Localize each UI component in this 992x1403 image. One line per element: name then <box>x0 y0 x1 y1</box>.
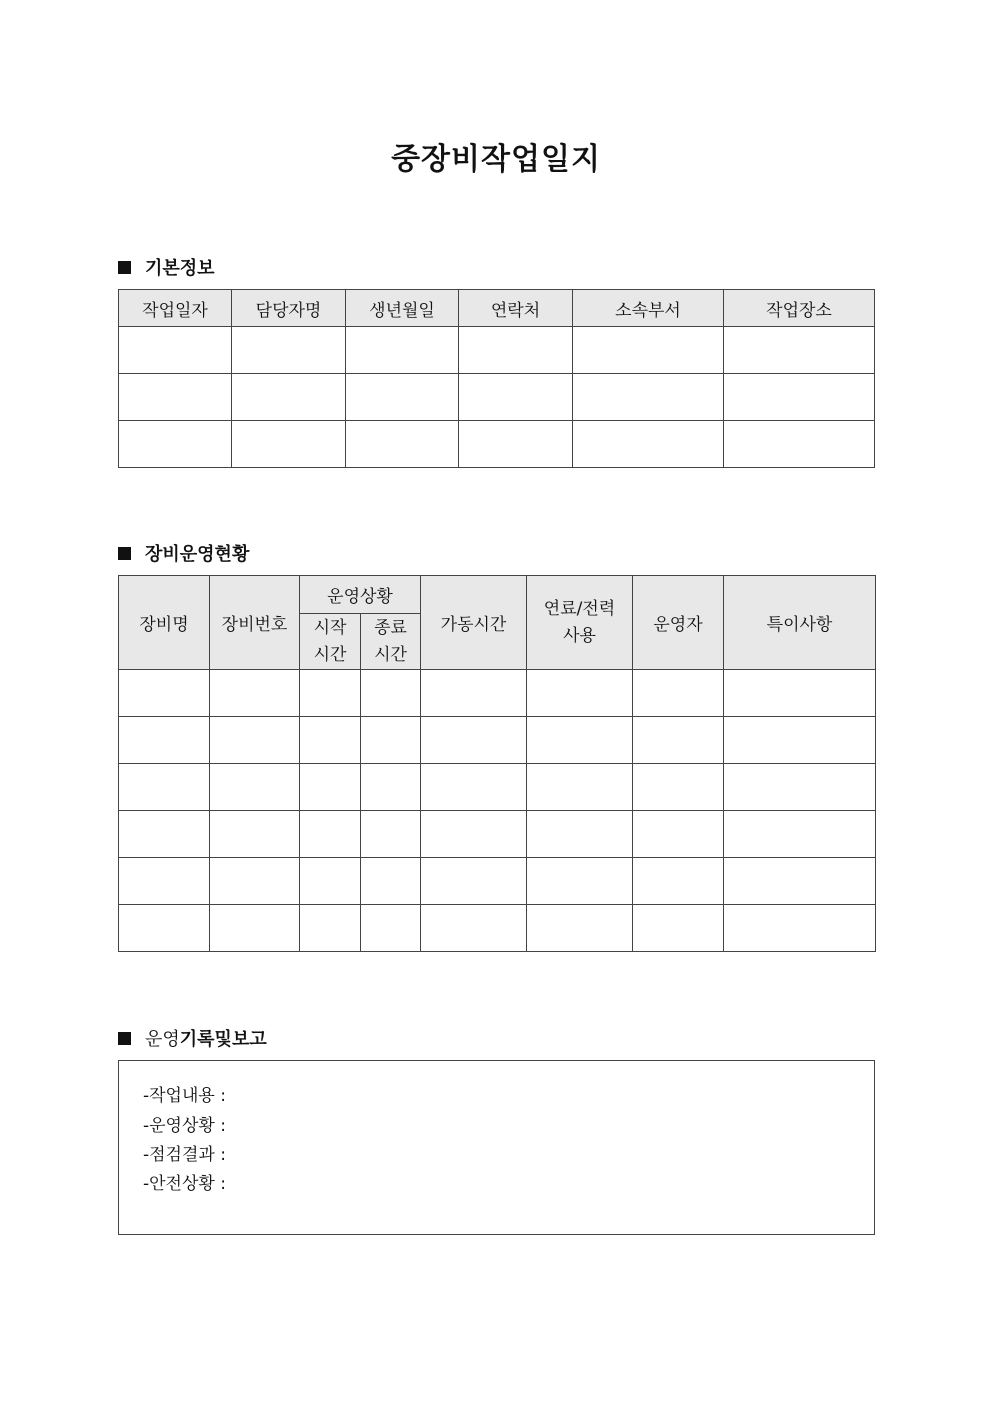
table-cell[interactable] <box>633 670 724 717</box>
table-cell[interactable] <box>633 811 724 858</box>
table-cell[interactable] <box>573 374 724 421</box>
column-header: 가동시간 <box>421 576 527 670</box>
column-header: 작업일자 <box>119 290 232 327</box>
table-cell[interactable] <box>421 811 527 858</box>
table-cell[interactable] <box>724 327 875 374</box>
header-line: 시간 <box>374 644 407 665</box>
report-line-safety-status: -안전상황 : <box>143 1174 226 1194</box>
table-cell[interactable] <box>724 858 876 905</box>
section-title-bold: 기록및보고 <box>179 1029 267 1050</box>
table-cell[interactable] <box>300 670 361 717</box>
table-row <box>119 670 876 717</box>
table-cell[interactable] <box>210 717 300 764</box>
column-header: 장비명 <box>119 576 210 670</box>
table-cell[interactable] <box>573 421 724 468</box>
table-cell[interactable] <box>724 374 875 421</box>
table-row <box>119 327 875 374</box>
column-header-start <box>300 614 361 670</box>
table-cell[interactable] <box>119 858 210 905</box>
table-cell[interactable] <box>361 905 421 952</box>
table-cell[interactable] <box>459 327 573 374</box>
table-cell[interactable] <box>527 717 633 764</box>
column-header: 생년월일 <box>346 290 459 327</box>
header-line: 사용 <box>563 625 596 646</box>
table-cell[interactable] <box>724 764 876 811</box>
table-cell[interactable] <box>573 327 724 374</box>
table-header-row <box>119 576 876 614</box>
table-cell[interactable] <box>119 905 210 952</box>
table-cell[interactable] <box>459 421 573 468</box>
table-cell[interactable] <box>119 421 232 468</box>
table-cell[interactable] <box>724 717 876 764</box>
table-row <box>119 811 876 858</box>
table-cell[interactable] <box>119 811 210 858</box>
table-row <box>119 905 876 952</box>
table-cell[interactable] <box>119 374 232 421</box>
table-header-row <box>119 290 875 327</box>
table-row <box>119 764 876 811</box>
table-cell[interactable] <box>421 670 527 717</box>
section-title-plain: 운영 <box>145 1029 180 1050</box>
table-cell[interactable] <box>361 858 421 905</box>
table-cell[interactable] <box>346 374 459 421</box>
column-header: 특이사항 <box>724 576 876 670</box>
table-cell[interactable] <box>527 670 633 717</box>
header-line: 시간 <box>313 644 347 665</box>
table-cell[interactable] <box>421 717 527 764</box>
table-row <box>119 717 876 764</box>
table-row <box>119 858 876 905</box>
table-cell[interactable] <box>232 374 346 421</box>
table-cell[interactable] <box>361 717 421 764</box>
column-header: 운영상황 <box>300 576 421 614</box>
table-cell[interactable] <box>119 327 232 374</box>
table-cell[interactable] <box>633 858 724 905</box>
page-title: 중장비작업일지 <box>391 142 601 177</box>
table-cell[interactable] <box>527 905 633 952</box>
column-header: 작업장소 <box>724 290 875 327</box>
table-cell[interactable] <box>119 670 210 717</box>
square-bullet-icon <box>118 261 131 274</box>
section-heading-equipment <box>118 540 249 566</box>
column-header-end <box>361 614 421 670</box>
table-cell[interactable] <box>300 764 361 811</box>
table-cell[interactable] <box>210 858 300 905</box>
table-cell[interactable] <box>361 764 421 811</box>
table-cell[interactable] <box>300 811 361 858</box>
table-cell[interactable] <box>232 327 346 374</box>
table-cell[interactable] <box>210 670 300 717</box>
report-line-operation-status: -운영상황 : <box>143 1116 226 1136</box>
column-header: 소속부서 <box>573 290 724 327</box>
square-bullet-icon <box>118 547 131 560</box>
table-cell[interactable] <box>633 764 724 811</box>
table-cell[interactable] <box>300 858 361 905</box>
report-line-inspection-result: -점검결과 : <box>143 1145 226 1165</box>
report-line-work-content: -작업내용 : <box>143 1086 226 1106</box>
basic-info-table <box>118 289 875 468</box>
table-cell[interactable] <box>421 905 527 952</box>
section-title: 기본정보 <box>145 258 215 279</box>
table-cell[interactable] <box>421 764 527 811</box>
section-heading-report <box>118 1025 267 1051</box>
column-header: 운영자 <box>633 576 724 670</box>
header-line: 연료/전력 <box>543 598 616 619</box>
equipment-table <box>118 575 876 952</box>
column-header: 연락처 <box>459 290 573 327</box>
table-cell[interactable] <box>300 717 361 764</box>
table-cell[interactable] <box>210 811 300 858</box>
table-row <box>119 374 875 421</box>
table-cell[interactable] <box>633 717 724 764</box>
table-cell[interactable] <box>459 374 573 421</box>
table-cell[interactable] <box>210 764 300 811</box>
table-cell[interactable] <box>724 421 875 468</box>
table-cell[interactable] <box>361 670 421 717</box>
report-box[interactable] <box>118 1060 875 1235</box>
square-bullet-icon <box>118 1032 131 1045</box>
table-row <box>119 421 875 468</box>
table-cell[interactable] <box>346 421 459 468</box>
table-cell[interactable] <box>361 811 421 858</box>
table-cell[interactable] <box>346 327 459 374</box>
header-line: 시작 <box>313 617 347 638</box>
table-cell[interactable] <box>724 905 876 952</box>
table-cell[interactable] <box>232 421 346 468</box>
table-cell[interactable] <box>421 858 527 905</box>
table-cell[interactable] <box>527 764 633 811</box>
section-title: 장비운영현황 <box>145 544 250 565</box>
column-header: 장비번호 <box>210 576 300 670</box>
table-cell[interactable] <box>210 905 300 952</box>
column-header-fuel <box>527 576 633 670</box>
header-line: 종료 <box>374 617 407 638</box>
table-cell[interactable] <box>119 717 210 764</box>
column-header: 담당자명 <box>232 290 346 327</box>
table-cell[interactable] <box>527 858 633 905</box>
table-cell[interactable] <box>724 670 876 717</box>
section-heading-basic-info <box>118 254 215 280</box>
table-cell[interactable] <box>527 811 633 858</box>
table-cell[interactable] <box>119 764 210 811</box>
table-cell[interactable] <box>300 905 361 952</box>
table-cell[interactable] <box>724 811 876 858</box>
table-cell[interactable] <box>633 905 724 952</box>
